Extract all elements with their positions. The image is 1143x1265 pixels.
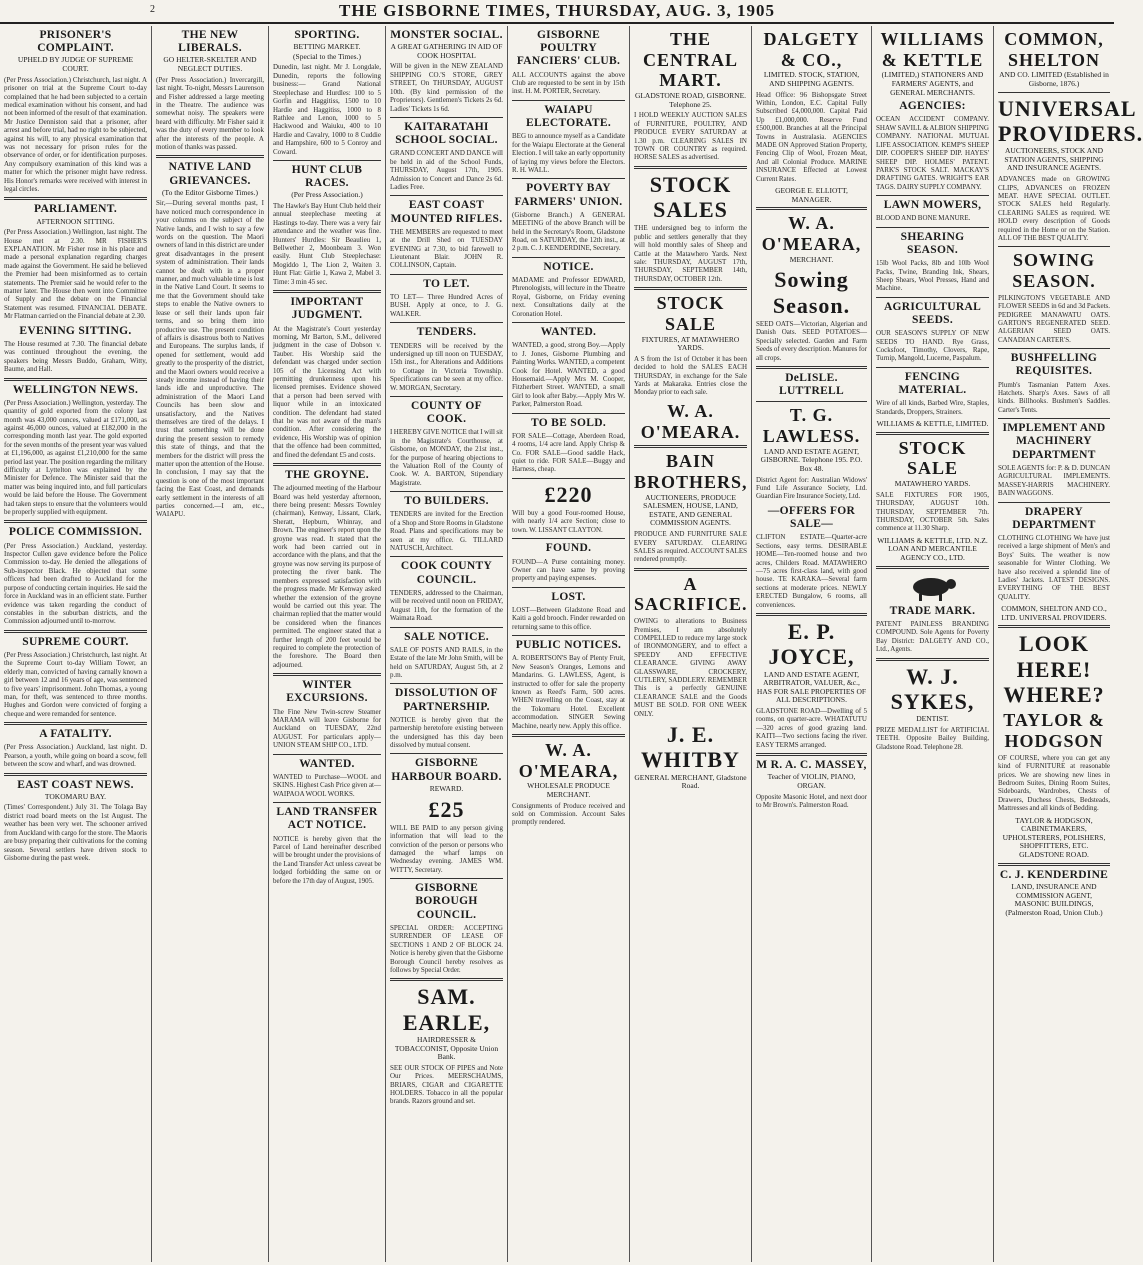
divider bbox=[390, 753, 503, 754]
divider bbox=[512, 322, 625, 323]
divider bbox=[512, 587, 625, 588]
divider bbox=[390, 322, 503, 323]
ad-heading: TAYLOR & HODGSON bbox=[1003, 710, 1105, 752]
ad-heading: TO BE SOLD. bbox=[531, 416, 606, 429]
divider bbox=[756, 207, 867, 210]
ad-heading: AGENCIES: bbox=[899, 100, 966, 113]
ad-heading: UNIVERSAL PROVIDERS. bbox=[998, 95, 1143, 146]
ad-heading: AGRICULTURAL SEEDS. bbox=[883, 300, 982, 327]
article-heading: NATIVE LAND GRIEVANCES. bbox=[168, 161, 252, 187]
ad-body: PATENT PAINLESS BRANDING COMPOUND. Sole Agents for Poverty Bay District: DALGETY AND CO., Ltd., Agents. bbox=[876, 619, 989, 654]
ad-heading: COOK COUNTY COUNCIL. bbox=[400, 560, 493, 586]
ad-body: A. ROBERTSON'S Bay of Plenty Fruit, New Season's Oranges, Lemons and Mandarins. G. LAWLESS, Agent, is instructed to offer for sale the property known as Reed's Farm, 500 acres. WHEN travelling on the Coast, stay at the Tokomaru Hotel. Excellent accommodation. SINGER Sewing Machine, nearly new. Apply this office. bbox=[512, 654, 625, 730]
ad-heading: E. P. JOYCE, bbox=[768, 618, 855, 670]
columns bbox=[0, 26, 1143, 1262]
column-9 bbox=[994, 26, 1143, 1262]
ad-body: Wire of all kinds, Barbed Wire, Staples, Standards, Droppers, Strainers. bbox=[876, 399, 989, 416]
ad-heading: M R. A. C. MASSEY, bbox=[756, 759, 867, 772]
divider bbox=[273, 290, 381, 293]
ad-heading: SOWING SEASON. bbox=[1012, 250, 1096, 292]
ad-subheading: AUCTIONEERS, STOCK AND STATION AGENTS, SHIPPING AND INSURANCE AGENTS. bbox=[1004, 146, 1104, 173]
article-body: (Per Press Association.) Wellington, yesterday. The quantity of gold exported from the colony last month was 43,000 ounces, valued at £171,000, as against 46,000 ounces, valued at £182,000 in the corresponding month last year. The gold exported for the seven months of the present year was valued at £1,196,000, as against £1,210,000 for the same period last year. The position regarding the military difficulty at Lyttelton was explained by the Minister for Defence. The Minister said that the matter was being inquired into, and full particulars would be laid before the House. The Government had taken steps to ensure that the volunteers would be properly supplied with equipment. bbox=[4, 398, 147, 517]
column-8 bbox=[872, 26, 994, 1262]
notice-heading: LAND TRANSFER ACT NOTICE. bbox=[276, 806, 378, 832]
ad-body: Opposite Masonic Hotel, and next door to Mr Brown's. Palmerston Road. bbox=[756, 792, 867, 809]
ad-heading: TENDERS. bbox=[416, 326, 477, 339]
ad-heading: WANTED. bbox=[299, 757, 355, 770]
divider bbox=[876, 227, 989, 228]
ad-heading: FENCING MATERIAL. bbox=[898, 370, 967, 397]
ad-body: OCEAN ACCIDENT COMPANY. SHAW SAVILL & ALBION SHIPPING COMPANY. NATIONAL MUTUAL LIFE ASSOCIATION. KEMP'S SHEEP DIP. COOPER'S SHEEP DIP. HAYES' SHEEP DIP. HOLMES' PATENT. PARK'S STOCK SALT. MACKAY'S DRAFTING GATES. WRIGHT'S EAR TAGS. DAIRY SUPPLY COMPANY. bbox=[876, 115, 989, 191]
article-heading: SUPREME COURT. bbox=[22, 635, 129, 648]
ad-heading: GISBORNE HARBOUR BOARD. bbox=[391, 757, 502, 783]
article-heading: PARLIAMENT. bbox=[33, 203, 118, 216]
ad-heading: COMMON, SHELTON bbox=[1004, 29, 1104, 70]
ad-heading: Sowing Season. bbox=[772, 267, 851, 318]
ad-body: PRODUCE AND FURNITURE SALE EVERY SATURDAY. CLEARING SALES as required. ACCOUNT SALES rendered promptly. bbox=[634, 530, 747, 564]
ad-body: Will buy a good Four-roomed House, with nearly 1/4 acre Section; close to town. W. LISSANT CLAYTON. bbox=[512, 509, 625, 534]
divider bbox=[998, 92, 1110, 93]
divider bbox=[998, 348, 1110, 349]
ad-body: THE MEMBERS are requested to meet at the Drill Shed on TUESDAY EVENING at 7.30, to bid farewell to Lieutenant Blair. JOHN R. COLLINSON, Captain. bbox=[390, 227, 503, 270]
article-heading: THE NEW LIBERALS. bbox=[178, 29, 242, 55]
ad-heading: COUNTY OF COOK. bbox=[411, 399, 482, 426]
ad-subheading: LIMITED. STOCK, STATION, AND SHIPPING AGENTS. bbox=[763, 70, 860, 88]
ad-body: SPECIAL ORDER: ACCEPTING SURRENDER OF LEASE OF SECTIONS 1 AND 2 OF BLOCK 24. Notice is hereby given that the Gisborne Borough Council hereby resolves as follows by Special Order. bbox=[390, 923, 503, 974]
article-body: (Per Press Association.) Wellington, last night. The House met at 2.30. MR FISHER'S EXPLANATION. Mr Fisher rose in his place and made a personal explanation regarding charges made against the Government. He said he believed the Premier had been misinformed as to certain statements. The Premier said he would refer to the matter later. The House then went into Committee of Supply and the debate on the Financial Statement was resumed. FINANCIAL DEBATE. Mr Flatman carried on the Financial debate at 2.30. bbox=[4, 228, 147, 321]
ad-body: OWING to alterations to Business Premises, I am absolutely COMPELLED to reduce my large stock of IRONMONGERY, and to effect a SPEEDY AND EFFECTIVE CLEARANCE. GIVING AWAY GLASSWARE, CROCKERY, CUTLERY, SADDLERY. REMEMBER This is a perfectly GENUINE CLEARANCE SALE and the Goods MUST BE SOLD. FOR ONE WEEK ONLY. bbox=[634, 617, 747, 718]
ad-body: Will be given in the NEW ZEALAND SHIPPING CO.'S STORE, GREY STREET, On THURSDAY, AUGUST 10th. (By kind permission of the Proprietors). Gentlemen's Tickets 2s 6d. Ladies' Tickets 1s 6d. bbox=[390, 62, 503, 113]
article-body: (Times' Correspondent.) July 31. The Tolaga Bay district road board meets on the 1st August. The weather has been very wet. The schooner arrived from Auckland with cargo for the store. The Maoris are busy preparing their cultivations for the coming season. Several settlers have driven stock to Gisborne during the past week. bbox=[4, 803, 147, 862]
column-5 bbox=[508, 26, 630, 1262]
notice-body: NOTICE is hereby given that the Parcel of Land hereinafter described will be brought under the provisions of the Land Transfer Act unless caveat be lodged forbidding the same on or before the 17th day of August, 1905. bbox=[273, 834, 381, 885]
ad-body: OUR SEASON'S SUPPLY OF NEW SEEDS TO HAND. Rye Grass, Cocksfoot, Timothy, Clovers, Rape, Turnip, Mangold, Lucerne, Paspalum. bbox=[876, 329, 989, 363]
ad-heading: W. J. SYKES, bbox=[890, 663, 975, 714]
ad-heading: BAIN BROTHERS, bbox=[634, 451, 748, 492]
article-subheading: TOKOMARU BAY. bbox=[44, 791, 107, 801]
ad-body: SALE OF POSTS AND RAILS, in the Estate of the late Mr John Smith, will be held on SATURDAY, August 5th, at 2 p.m. bbox=[390, 645, 503, 679]
ad-body: SEED OATS—Victorian, Algerian and Danish Oats. SEED POTATOES—Specially selected. Garden and Farm Seeds of every description. Manures for all crops. bbox=[756, 319, 867, 362]
article-body: (Per Press Association.) Christchurch, last night. A prisoner on trial at the Supreme Court to-day complained that he had been subjected to a certain medical examination without his consent, and had not been informed of the result of that examination. Mr Justice Denniston said that a prisoner, after arrest and before trial, had no right to be subjected, against his will, to any physical examination that was not necessary for prison rules for the observance of order, or for identification purposes. Any compulsory examination of this kind was a matter for which the prisoner might have redress. His Honor's remarks were received with interest in legal circles. bbox=[4, 75, 147, 193]
ad-subheading: (LIMITED,) STATIONERS AND FARMERS' AGENTS, and GENERAL MERCHANTS. bbox=[881, 70, 984, 97]
ad-body: WILL BE PAID to any person giving information that will lead to the conviction of the person or persons who damaged the wharf lamps on Wednesday evening. JAMES WM. WITTY, Secretary. bbox=[390, 823, 503, 874]
ad-heading: A SACRIFICE. bbox=[634, 573, 748, 615]
ad-subheading: GEORGE E. ELLIOTT, MANAGER. bbox=[775, 186, 848, 204]
ad-body: Consignments of Produce received and sold on Commission. Account Sales promptly rendered. bbox=[512, 801, 625, 827]
article-heading: THE GROYNE. bbox=[285, 469, 369, 481]
ad-heading: WINTER EXCURSIONS. bbox=[286, 679, 368, 705]
ad-body: FOR SALE—Cottage, Aberdeen Road, 4 rooms, 1/4 acre land. Apply Chrisp & Co. FOR SALE—Good saddle Hack, quiet to ride. FOR SALE—Buggy and Harness, cheap. bbox=[512, 431, 625, 474]
article-body: At the Magistrate's Court yesterday morning, Mr Barton, S.M., delivered judgment in the case of Dobson v. Tauber. His Worship said the defendant was charged under section 105 of the Licensing Act with permitting drunkenness upon his licensed premises. Evidence showed that a person had been served with liquor while in an intoxicated condition. The defendant had stated that he was not aware of the man's condition. After considering the evidence, His Worship was of opinion that the offence had been committed, and fined the defendant £5 and costs. bbox=[273, 324, 381, 459]
divider bbox=[273, 754, 381, 755]
ad-subheading: A GREAT GATHERING IN AID OF COOK HOSPITAL bbox=[390, 42, 503, 60]
ad-heading: DeLISLE. LUTTRELL bbox=[778, 371, 845, 398]
ad-heading: PUBLIC NOTICES. bbox=[515, 639, 622, 652]
divider bbox=[512, 478, 625, 479]
ad-heading: C. J. KENDERDINE bbox=[999, 868, 1109, 881]
ad-subheading: WILLIAMS & KETTLE, LTD. N.Z. LOAN AND MERCANTILE AGENCY CO., LTD. bbox=[877, 535, 988, 563]
article-body: The House resumed at 7.30. The financial debate was continued throughout the evening, the speakers being Messrs Buddo, Graham, Witty, Baume, and Hall. bbox=[4, 339, 147, 374]
divider bbox=[273, 673, 381, 676]
ad-heading: STOCK SALE bbox=[898, 437, 967, 479]
ad-heading: SHEARING SEASON. bbox=[900, 230, 965, 256]
column-7 bbox=[752, 26, 872, 1262]
article-heading: A FATALITY. bbox=[39, 728, 112, 741]
ad-heading: J. E. WHITBY bbox=[641, 721, 740, 773]
divider bbox=[756, 613, 867, 616]
ad-heading: WANTED. bbox=[540, 326, 597, 339]
ad-body: GLADSTONE ROAD—Dwelling of 5 rooms, on quarter-acre. WHATATUTU—320 acres of good grazing land. KAITI—Two sections facing the river. EASY TERMS arranged. bbox=[756, 707, 867, 749]
divider bbox=[390, 683, 503, 684]
column-1 bbox=[0, 26, 152, 1262]
ad-subheading: FIXTURES, AT MATAWHERO YARDS. bbox=[641, 334, 740, 353]
article-subheading: (Special to the Times.) bbox=[293, 51, 361, 61]
ad-body: GRAND CONCERT AND DANCE will be held in aid of the School Funds, THURSDAY, August 17th, 1905. Admission to Concert and Dance 2s 6d. Ladies Free. bbox=[390, 149, 503, 191]
article-body: The Hawke's Bay Hunt Club held their annual steeplechase meeting at Hastings to-day. There was a very fair attendance and the weather was fine. Hunters' Hurdles: Sir Beaulieu 1, Bellwether 2, Moonbeam 3. Won easily. Hunt Club Steeplechase: Mogiddo 1, The Lion 2, Waiten 3. Hunt Flat: Girlie 1, Kawa 2, Mabel 3. Time: 3 min 45 sec. bbox=[273, 202, 381, 286]
ad-subheading: LAND, INSURANCE AND COMMISSION AGENT, MASONIC BUILDINGS, (Palmerston Road, Union Club.) bbox=[1005, 881, 1103, 917]
ad-body: WANTED, a good, strong Boy.—Apply to J. Jones, Gisborne Plumbing and Painting Works. WANTED, a competent Cook for Hotel. WANTED, a good Housemaid.—Apply Mrs M. Cooper, Fitzherbert Street. WANTED, a small Girl to look after Baby.—Apply Mrs W. Parker, Palmerston Road. bbox=[512, 341, 625, 409]
ad-body: District Agent for: Australian Widows' Fund Life Assurance Society, Ltd. Guardian Fire Insurance Society, Ltd. bbox=[756, 475, 867, 501]
ad-heading: W. A. O'MEARA, bbox=[761, 213, 862, 255]
article-heading: EAST COAST NEWS. bbox=[17, 778, 134, 791]
divider bbox=[998, 863, 1110, 866]
ad-body: TO LET— Three Hundred Acres of BUSH. Apply at once, to J. G. WALKER. bbox=[390, 293, 503, 318]
divider bbox=[4, 378, 147, 381]
divider bbox=[273, 802, 381, 803]
article-heading: HUNT CLUB RACES. bbox=[291, 163, 363, 190]
ad-heading: —OFFERS FOR SALE— bbox=[767, 504, 856, 531]
ad-body: I HOLD WEEKLY AUCTION SALES of FURNITURE, POULTRY, AND PRODUCE EVERY SATURDAY at 1.30 p.m. CLEARING SALES IN TOWN OR COUNTRY as required. HORSE SALES as advertised. bbox=[634, 111, 747, 162]
divider bbox=[512, 538, 625, 539]
article-body: (Per Press Association.) Auckland, yesterday. Inspector Cullen gave evidence before the Police Commission to-day. He denied the allegations of Sub-inspector Black. He objected that some officers had been drafted to Auckland for the purpose of conducting certain inquiries. He said the force in Auckland was in an efficient state. Further evidence was taken regarding the conduct of constables in the suburban districts, and the Commission adjourned until to-morrow. bbox=[4, 541, 147, 626]
ad-subheading: REWARD. bbox=[429, 783, 464, 793]
divider bbox=[876, 367, 989, 368]
ad-subheading: WHOLESALE PRODUCE MERCHANT. bbox=[527, 781, 610, 800]
divider bbox=[876, 658, 989, 661]
ad-heading: THE CENTRAL MART. bbox=[642, 29, 738, 91]
divider bbox=[4, 197, 147, 200]
ad-body: CLIFTON ESTATE—Quarter-acre Sections, easy terms. DESIRABLE HOME—Ten-roomed house and two acres, Childers Road. MATAWHERO—75 acres first-class land, with good house. TE KARAKA—Several farm sections at moderate prices. NEWLY ERECTED Bungalow, 6 rooms, all conveniences. bbox=[756, 533, 867, 609]
divider bbox=[390, 396, 503, 397]
ad-body: WANTED to Purchase—WOOL and SKINS. Highest Cash Price given at— WAIPAOA WOOL WORKS. bbox=[273, 772, 381, 798]
divider bbox=[876, 566, 989, 569]
ad-heading: W. A. O'MEARA, bbox=[518, 740, 619, 781]
article-heading: PRISONER'S COMPLAINT. bbox=[37, 29, 114, 55]
column-4 bbox=[386, 26, 508, 1262]
ad-body: MADAME and Professor EDWARD, Phrenologists, will lecture in the Theatre Royal, Gisborne, on Friday evening next. Consultations daily at the Coronation Hotel. bbox=[512, 276, 625, 318]
divider bbox=[756, 753, 867, 756]
ad-subheading: DENTIST. bbox=[916, 714, 949, 724]
ad-body: SEE OUR STOCK OF PIPES and Note Our Prices. MEERSCHAUMS, BRIARS, CIGAR and CIGARETTE HOLDERS. Tobacco in all the popular brands. Razors ground and set. bbox=[390, 1063, 503, 1106]
ad-body: LOST—Between Gladstone Road and Kaiti a gold brooch. Finder rewarded on returning same to this office. bbox=[512, 605, 625, 631]
ad-heading: WAIAPU ELECTORATE. bbox=[526, 103, 611, 130]
divider bbox=[998, 418, 1110, 419]
ad-body: 15lb Wool Packs, 8lb and 10lb Wool Packs, Twine, Branding Ink, Shears, Sheep Shears, Wool Presses, Hand and Machine. bbox=[876, 259, 989, 293]
divider bbox=[4, 773, 147, 776]
ad-body: SALE FIXTURES FOR 1905, THURSDAY, AUGUST 10th. THURSDAY, SEPTEMBER 7th. THURSDAY, OCTOBER 5th. Sales commence at 11.30 Sharp. bbox=[876, 490, 989, 533]
article-heading: EVENING SITTING. bbox=[19, 324, 132, 337]
ad-body: CLOTHING CLOTHING We have just received a large shipment of Men's and Boys' Suits. The weather is now seasonable for Winter Clothing. We have also received a splendid line of Ladies' Jackets. LATEST DESIGNS. EVERYTHING OF THE BEST QUALITY. bbox=[998, 533, 1110, 601]
ad-body: TENDERS are invited for the Erection of a Shop and Store Rooms in Gladstone Road. Plans and specifications may be seen at my office. G. TILLARD NATUSCH, Architect. bbox=[390, 510, 503, 553]
ad-heading: KAITARATAHI SCHOOL SOCIAL. bbox=[395, 120, 498, 147]
column-2 bbox=[152, 26, 269, 1262]
ad-body: PILKINGTON'S VEGETABLE AND FLOWER SEEDS in 6d and 3d Packets. PEDIGREE MANAWATU OATS. GARTON'S REGENERATED SEED. ALGERIAN SEED OATS. CANADIAN CARTER'S. bbox=[998, 293, 1110, 344]
page-number: 2 bbox=[150, 4, 155, 15]
divider bbox=[390, 627, 503, 628]
divider bbox=[512, 734, 625, 737]
article-heading: IMPORTANT JUDGMENT. bbox=[290, 296, 364, 322]
ad-heading: MONSTER SOCIAL. bbox=[390, 29, 503, 41]
divider bbox=[756, 401, 867, 402]
ad-heading: DRAPERY DEPARTMENT bbox=[1012, 505, 1096, 531]
ad-body: BLOOD AND BONE MANURE. bbox=[876, 214, 971, 223]
ad-body: ADVANCES made on GROWING CLIPS, ADVANCES on FROZEN MEAT. HAVE SPECIAL OUTLET. STOCK SALES held Regularly. CLEARING SALES as required. WE HOLD every description of Goods required in the Home or on the Station. ALL OF THE BEST QUALITY. bbox=[998, 175, 1110, 242]
article-subheading: AFTERNOON SITTING. bbox=[36, 216, 115, 226]
ad-body: TENDERS, addressed to the Chairman, will be received until noon on FRIDAY, August 11th, for the formation of the Waimata Road. bbox=[390, 588, 503, 623]
column-6 bbox=[630, 26, 752, 1262]
ad-subheading: LAND AND ESTATE AGENT, ARBITRATOR, VALUER, &c., HAS FOR SALE PROPERTIES OF ALL DESCRIPTIONS. bbox=[756, 669, 867, 705]
ad-heading: WILLIAMS & KETTLE bbox=[880, 29, 985, 70]
ad-body: PRIZE MEDALLIST for ARTIFICIAL TEETH. Opposite Bailey Building, Gladstone Road. Telephone 28. bbox=[876, 725, 989, 751]
ad-heading: TRADE MARK. bbox=[889, 604, 976, 617]
divider bbox=[512, 635, 625, 636]
ad-heading: LOOK HERE! WHERE? bbox=[1003, 631, 1105, 708]
divider bbox=[390, 491, 503, 492]
article-body: (Per Press Association.) Auckland, last night. D. Pearson, a youth, while going on board a scow, fell between the scow and wharf, and was drowned. bbox=[4, 743, 147, 769]
divider bbox=[512, 178, 625, 179]
ad-subheading: MATAWHERO YARDS. bbox=[894, 479, 971, 489]
ad-heading: FOUND. bbox=[545, 542, 592, 555]
ad-body: FOUND—A Purse containing money. Owner can have same by proving property and paying expenses. bbox=[512, 557, 625, 583]
article-body: (Per Press Association.) Invercargill, last night. To-night, Messrs Laurenson and Fisher addressed a large meeting in the Theatre. The audience was somewhat noisy. The speakers were heard with difficulty. Mr Fisher said it was the duty of every member to look after the interests of the people. A motion of thanks was passed. bbox=[156, 75, 264, 151]
ad-body: OF COURSE, where you can get any kind of FURNITURE at reasonable prices. We are showing new lines in Bedroom Suites, Dining Room Suites, Sideboards, Wardrobes, Chests of Drawers, Duchess Chests, Bedsteads, Mattresses and all kinds of Bedding. bbox=[998, 753, 1110, 813]
ad-heading: EAST COAST MOUNTED RIFLES. bbox=[390, 199, 503, 225]
divider bbox=[273, 463, 381, 466]
ad-heading: SAM. EARLE, bbox=[402, 984, 491, 1035]
ad-heading: STOCK SALE bbox=[656, 293, 725, 334]
column-3 bbox=[269, 26, 386, 1262]
ad-subheading: COMMON, SHELTON AND CO., LTD. UNIVERSAL PROVIDERS. bbox=[1001, 604, 1107, 622]
ad-subheading: TAYLOR & HODGSON, CABINETMAKERS, UPHOLSTERERS, POLISHERS, SHOPFITTERS, ETC. GLADSTONE ROAD. bbox=[1002, 815, 1106, 860]
ad-body: ALL ACCOUNTS against the above Club are requested to be sent in by 15th inst. H. M. PORTER, Secretary. bbox=[512, 70, 625, 96]
divider bbox=[634, 568, 747, 571]
trade-mark-sheep-icon bbox=[903, 572, 963, 602]
divider bbox=[998, 502, 1110, 503]
ad-subheading: MERCHANT. bbox=[789, 254, 834, 264]
article-subheading: GO HELTER-SKELTER AND NEGLECT DUTIES. bbox=[163, 55, 257, 74]
divider bbox=[634, 166, 747, 169]
divider bbox=[390, 978, 503, 981]
divider bbox=[876, 297, 989, 298]
ad-heading: LAWN MOWERS, bbox=[883, 199, 982, 212]
article-subheading: (To the Editor Gisborne Times.) bbox=[162, 187, 258, 197]
masthead bbox=[0, 0, 1114, 24]
divider bbox=[512, 413, 625, 414]
ad-heading: POVERTY BAY FARMERS' UNION. bbox=[514, 182, 623, 208]
divider bbox=[876, 432, 989, 435]
divider bbox=[634, 445, 747, 448]
article-subheading: BETTING MARKET. bbox=[293, 42, 361, 52]
ad-heading: DISSOLUTION OF PARTNERSHIP. bbox=[395, 687, 498, 713]
divider bbox=[156, 155, 264, 158]
ad-body: SOLE AGENTS for: P. & D. DUNCAN AGRICULTURAL IMPLEMENTS. MASSEY-HARRIS MACHINERY. BAIN WAGGONS. bbox=[998, 463, 1110, 498]
ad-subheading: Teacher of VIOLIN, PIANO, ORGAN. bbox=[767, 772, 856, 790]
divider bbox=[998, 246, 1110, 247]
divider bbox=[756, 366, 867, 369]
ad-body: Head Office: 96 Bishopsgate Street Within, London, E.C. Capital Fully Subscribed £4,000,000. Capital Paid Up £1,000,000. Reserve Fund £500,000. Branches at all the Principal Towns in Australasia. AGENCIES MADE ON Approved Station Property, Fencing Clip of Wool, Frozen Meat, And all Colonial Produce. MARINE INSURANCE Effected at Lowest Current Rates. bbox=[756, 90, 867, 183]
article-body: Sir,—During several months past, I have noticed much correspondence in your columns on the subject of the Native lands, and I wish to say a few words on the question. The Maori owners of land in this district are under great disadvantages in the present system of administration. Their lands cannot be dealt with in a proper manner, and much valuable time is lost in the Native Land Court. It seems to me that the Government should take steps to enable the Native owners to lease or sell their lands upon fair terms, and so bring them into productive use. The present condition of affairs is disastrous both to Natives and Europeans. The surplus lands, if opened for settlement, would add greatly to the prosperity of the district, and the Maori owners would receive a steady income instead of having their lands idle and unproductive. The administration of the Maori Land Councils has been slow and unsatisfactory, and the Natives themselves are tired of the delays. I trust that something will be done during the present session to remedy this state of things, and that the members for the district will press the matter upon the attention of the House. In conclusion, I may say that the question is one of the most important facing the East Coast, and demands early settlement in the interests of all parties concerned.—I am, etc., WAIAPU. bbox=[156, 199, 264, 519]
article-body: (Per Press Association.) Christchurch, last night. At the Supreme Court to-day William Tower, an elderly man, convicted of having carnally known a girl between 12 and 16 years of age, was sentenced to five years' imprisonment. John Thomas, a young man, for theft, was sentenced to three months. Hughes and Gordon were convicted of forging a cheque and were remanded for sentence. bbox=[4, 650, 147, 718]
ad-subheading: GLADSTONE ROAD, GISBORNE. Telephone 25. bbox=[634, 91, 747, 109]
divider bbox=[876, 195, 989, 196]
divider bbox=[634, 287, 747, 290]
article-body: The adjourned meeting of the Harbour Board was held yesterday afternoon, there being present: Messrs Townley (chairman), Kenway, Lissant, Clark, Sheratt, Hepburn, Whinray, and Brown. The engineer's report upon the groyne was read. It stated that the work had been carried out in accordance with the plans, and that the groyne was now serving its purpose of protecting the river bank. The members expressed satisfaction with the progress made. Mr Kenway asked whether the extension of the groyne would be carried out this year. The chairman replied that the matter would be considered when the finances permitted. The engineer stated that a further length of 200 feet would be required to complete the protection of the foreshore. The Board then adjourned. bbox=[273, 484, 381, 669]
ad-body: TENDERS will be received by the undersigned up till noon on TUESDAY, 15th inst., for Alterations and Additions to Cottage in Victoria Township. Specifications can be seen at my office. W. MORGAN, Secretary. bbox=[390, 341, 503, 392]
ad-heading: NOTICE. bbox=[543, 260, 594, 273]
ad-heading: TO BUILDERS. bbox=[404, 495, 489, 508]
divider bbox=[4, 630, 147, 633]
divider bbox=[4, 520, 147, 523]
article-heading: POLICE COMMISSION. bbox=[8, 526, 143, 539]
ad-subheading: AND CO. LIMITED (Established in Gisborne, 1876.) bbox=[999, 70, 1109, 88]
ad-heading: GISBORNE BOROUGH COUNCIL. bbox=[414, 882, 479, 921]
ad-heading: IMPLEMENT AND MACHINERY DEPARTMENT bbox=[1002, 422, 1106, 461]
ad-heading: DALGETY & CO., bbox=[763, 29, 860, 70]
ad-heading: W. A. O'MEARA. bbox=[640, 400, 741, 442]
ad-body: I HEREBY GIVE NOTICE that I will sit in the Magistrate's Courthouse, at Gisborne, on MONDAY, the 21st inst., for the purpose of hearing objections to the Valuation Roll of the County of Cook. W. A. BARTON, Stipendiary Magistrate. bbox=[390, 428, 503, 487]
ad-subheading: LAND AND ESTATE AGENT, GISBORNE. Telephone 195. P.O. Box 48. bbox=[760, 446, 863, 474]
divider bbox=[390, 556, 503, 557]
article-heading: SPORTING. bbox=[294, 29, 360, 41]
ad-subheading: WILLIAMS & KETTLE, LIMITED. bbox=[876, 419, 989, 429]
price-heading: £220 bbox=[544, 481, 593, 507]
ad-body: Plumb's Tasmanian Pattern Axes. Hatchets. Sharp's Axes. Saws of all kinds. Billhooks. Bushmen's Saddles. Carter's Tents. bbox=[998, 380, 1110, 414]
ad-heading: SALE NOTICE. bbox=[404, 630, 489, 643]
ad-subheading: GENERAL MERCHANT, Gladstone Road. bbox=[634, 772, 747, 791]
article-subheading: (Per Press Association.) bbox=[291, 190, 363, 200]
ad-subheading: AUCTIONEERS, PRODUCE SALESMEN, HOUSE, LAND, ESTATE, AND GENERAL COMMISSION AGENTS. bbox=[643, 492, 738, 528]
ad-heading: GISBORNE POULTRY FANCIERS' CLUB. bbox=[516, 29, 621, 68]
newspaper-title: THE GISBORNE TIMES, THURSDAY, AUG. 3, 1905 bbox=[339, 1, 775, 20]
ad-heading: T. G. LAWLESS. bbox=[762, 405, 861, 447]
divider bbox=[512, 257, 625, 258]
ad-heading: TO LET. bbox=[423, 277, 470, 290]
ad-body: BEG to announce myself as a Candidate for the Waiapu Electorate at the General Election. I will take an early opportunity of laying my views before the Electors. R. H. WALL. bbox=[512, 132, 625, 174]
divider bbox=[390, 878, 503, 879]
divider bbox=[998, 625, 1110, 628]
ad-body: (Gisborne Branch.) A GENERAL MEETING of the above Branch will be held in the Secretary's Room, Gladstone Road, on SATURDAY, the 12th inst., at 2 p.m. C. J. KENDERDINE, Secretary. bbox=[512, 210, 625, 253]
ad-body: NOTICE is hereby given that the partnership heretofore existing between the undersigned has this day been dissolved by mutual consent. bbox=[390, 715, 503, 750]
ad-heading: STOCK SALES bbox=[649, 171, 732, 223]
ad-heading: BUSHFELLING REQUISITES. bbox=[1010, 352, 1098, 378]
article-heading: WELLINGTON NEWS. bbox=[12, 383, 139, 396]
ad-body: A S from the 1st of October it has been decided to hold the SALES EACH THURSDAY, in exchange for the Sale Yards at Makaraka. Entries close the Monday prior to each sale. bbox=[634, 354, 747, 397]
article-body: Dunedin, last night. Mr J. Longdale, Dunedin, reports the following business:— Grand National Steeplechase and Hurdles: 100 to 5 Gorfin and Haggitiss, 1500 to 10 Hardie and Haggitiss, 1000 to 8 Rathlee and Lenon, 1000 to 5 Hackwood and Waiuku, 400 to 10 Hardie and Cavalry, 1000 to 8 Cuddie and Hampshire, 600 to 5 Conroy and Coward. bbox=[273, 63, 381, 156]
divider bbox=[390, 195, 503, 196]
ad-subheading: HAIRDRESSER & TOBACCONIST, Opposite Union Bank. bbox=[394, 1034, 499, 1062]
divider bbox=[4, 722, 147, 725]
divider bbox=[390, 274, 503, 275]
ad-body: The Fine New Twin-screw Steamer MARAMA will leave Gisborne for Auckland on TUESDAY, 22nd AUGUST. For particulars apply— UNION STEAM SHIP CO., LTD. bbox=[273, 707, 381, 750]
reward-amount: £25 bbox=[428, 796, 465, 822]
ad-heading: LOST. bbox=[551, 590, 586, 603]
divider bbox=[390, 117, 503, 118]
divider bbox=[273, 160, 381, 161]
ad-body: THE undersigned beg to inform the public and settlers generally that they will hold monthly sales of Sheep and Cattle at the Matawhero Yards. Next sale: THURSDAY, AUGUST 17th, THURSDAY, SEPTEMBER 14th, THURSDAY, OCTOBER 12th. bbox=[634, 224, 747, 283]
divider bbox=[512, 100, 625, 101]
article-subheading: UPHELD BY JUDGE OF SUPREME COURT. bbox=[17, 55, 134, 74]
